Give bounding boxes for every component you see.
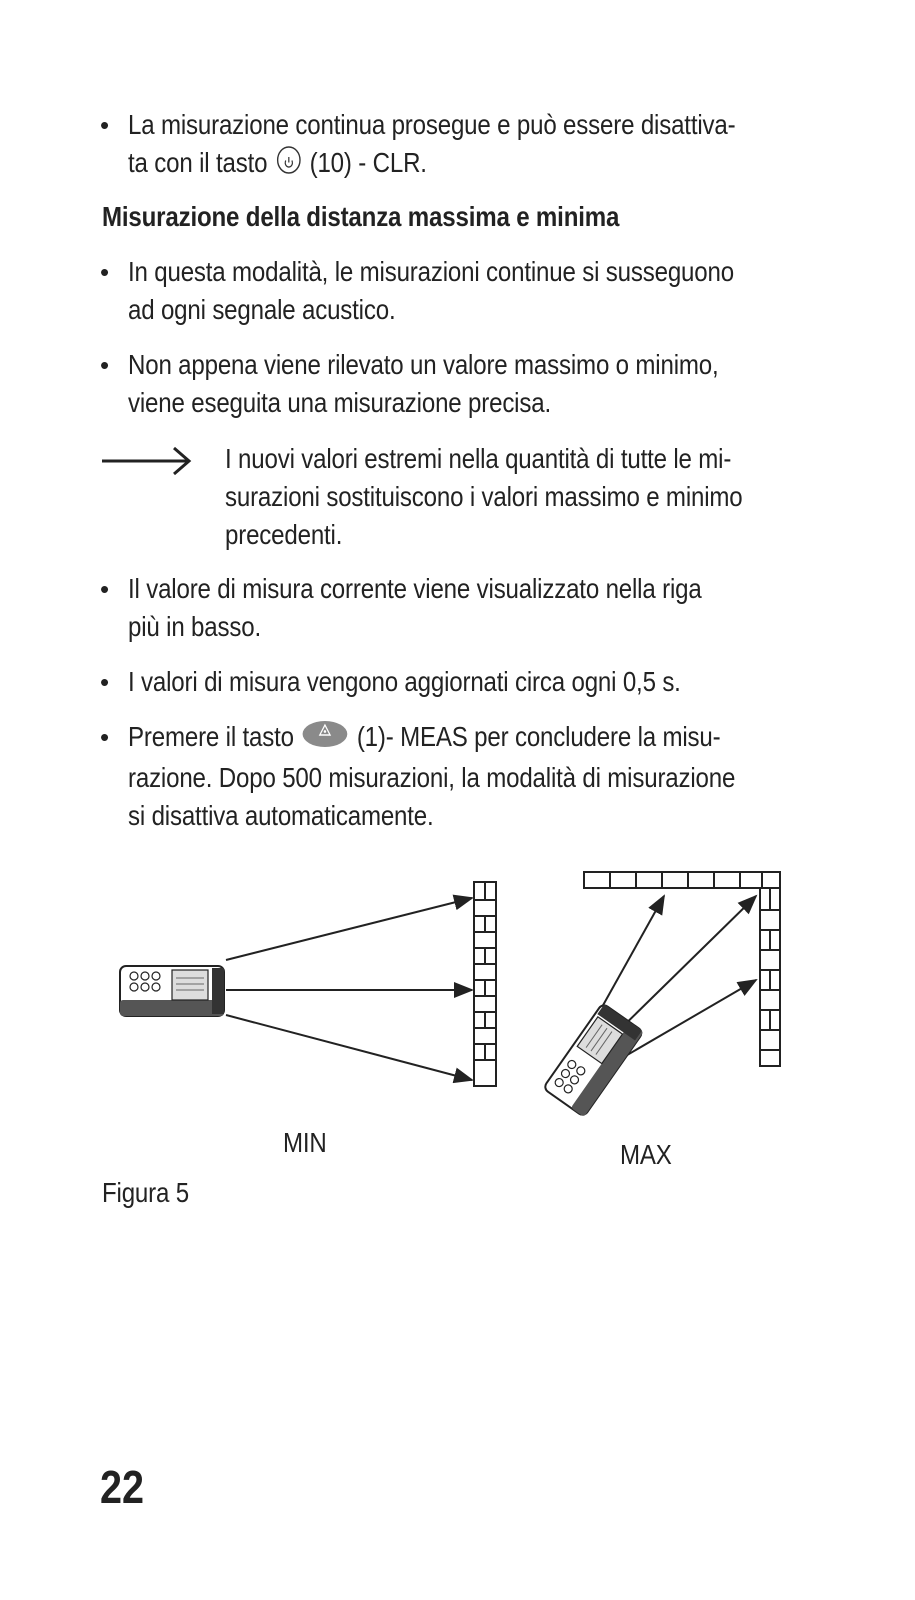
bullet-text-line: Il valore di misura corrente viene visualizzato nella riga (128, 573, 702, 604)
laser-meter-device-min (120, 966, 224, 1016)
bullet-text-line: La misurazione continua prosegue e può essere disattiva- (128, 109, 736, 140)
figure-min-max-illustration (100, 860, 820, 1190)
note-text-line: precedenti. (225, 519, 343, 550)
bullet-text-line: ad ogni segnale acustico. (128, 294, 396, 325)
arrow-note-icon (100, 444, 194, 483)
brick-wall-min (474, 882, 496, 1086)
bullet-marker: • (100, 257, 110, 287)
laser-meter-device-max (543, 1003, 644, 1117)
bullet-text-line: (1)- MEAS per concludere la misu- (356, 721, 721, 752)
bullet-text-line: (10) - CLR. (309, 147, 427, 178)
bullet-text-line: razione. Dopo 500 misurazioni, la modalità di misurazione (128, 761, 736, 793)
bullet-text-line: ta con il tasto (128, 147, 268, 178)
bullet-marker: • (100, 667, 110, 697)
meas-button-icon (300, 719, 350, 759)
note-text-line: I nuovi valori estremi nella quantità di tutte le mi- (225, 443, 732, 474)
section-heading: Misurazione della distanza massima e minima (102, 201, 620, 232)
bullet-text-line: In questa modalità, le misurazioni continue si susseguono (128, 256, 734, 287)
bullet-marker: • (100, 574, 110, 604)
bullet-text-line: viene eseguita una misurazione precisa. (128, 387, 551, 418)
bullet-text-line: Non appena viene rilevato un valore massimo o minimo, (128, 349, 719, 380)
bullet-text-line: più in basso. (128, 611, 261, 642)
bullet-marker: • (100, 722, 110, 752)
bullet-text-line: I valori di misura vengono aggiornati circa ogni 0,5 s. (128, 666, 681, 697)
power-button-icon (274, 145, 303, 185)
bullet-text-line: Premere il tasto (128, 721, 294, 752)
figure-caption: Figura 5 (102, 1177, 189, 1208)
note-text-line: surazioni sostituiscono i valori massimo e minimo (225, 481, 743, 512)
bullet-marker: • (100, 110, 110, 140)
page-number: 22 (100, 1461, 145, 1513)
bullet-text-line: si disattiva automaticamente. (128, 799, 434, 831)
figure-label-max: MAX (620, 1139, 672, 1170)
bullet-marker: • (100, 350, 110, 380)
figure-label-min: MIN (283, 1127, 327, 1158)
